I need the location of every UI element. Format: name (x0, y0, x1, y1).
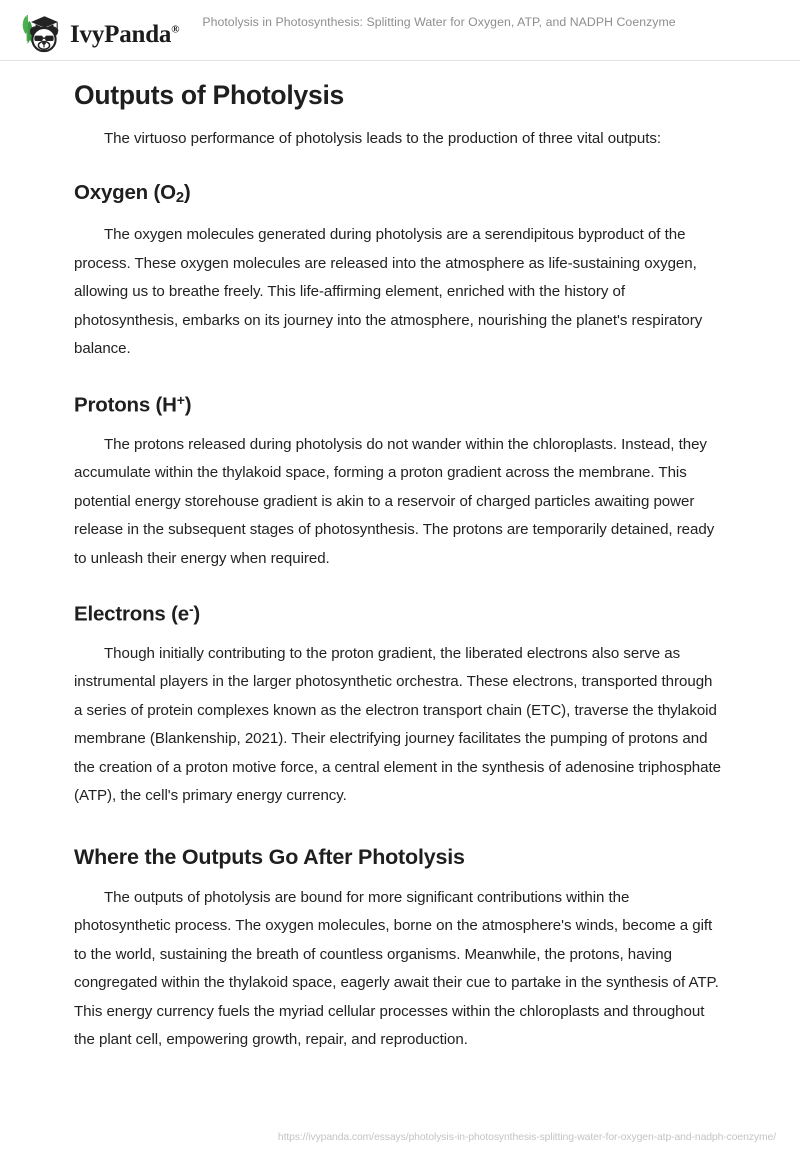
paragraph-where-outputs-go: The outputs of photolysis are bound for more significant contributions within the photosynthetic process. The oxygen molecules, borne on the atmosphere's winds, become a gift to the world, sustaining the breath of countless organisms. Meanwhile, the protons, having congregated within the thylakoid space, eagerly await their cue to partake in the synthesis of ATP. This energy currency fuels the myriad cellular processes within the chloroplasts and throughout the plant cell, empowering growth, repair, and reproduction. (74, 888, 719, 1049)
brand-name-text: IvyPanda (70, 20, 172, 48)
section-heading-where-outputs-go: Where the Outputs Go After Photolysis (74, 844, 465, 869)
oxygen-subscript: 2 (175, 190, 184, 207)
page-header (0, 0, 800, 61)
document-body (0, 61, 800, 1055)
page-footer (0, 1114, 800, 1160)
section-heading-oxygen-tail: ) (183, 181, 191, 205)
paragraph-protons: The protons released during photolysis do not wander within the chloroplasts. Instead, they accumulate within the thylakoid space, forming a proton gradient across the membrane. This potential energy storehouse gradient is akin to a reservoir of charged particles awaiting power release in the subsequent stages of photosynthesis. The protons are temporarily detained, ready to unleash their energy when required. (74, 435, 715, 567)
source-url-link[interactable]: https://ivypanda.com/essays/photolysis-in-photosynthesis-splitting-water-for-oxygen-atp-and-nadph-coenzyme/ (277, 1131, 776, 1143)
paragraph-oxygen: The oxygen molecules generated during photolysis are a serendipitous byproduct of the process. These oxygen molecules are released into the atmosphere as life-sustaining oxygen, allowing us to breathe freely. This life-affirming element, enriched with the history of photosynthesis, embarks on its journey into the atmosphere, nourishing the planet's respiratory balance. (74, 226, 703, 358)
paragraph-electrons: Though initially contributing to the proton gradient, the liberated electrons also serve as instrumental players in the larger photosynthetic orchestra. These electrons, transported through a series of protein complexes known as the electron transport chain (ETC), traverse the thylakoid membrane (Blankenship, 2021). Their electrifying journey facilitates the pumping of protons and the creation of a proton motive force, a central element in the synthesis of adenosine triphosphate (ATP), the cell's primary energy currency. (74, 644, 721, 805)
section-heading-protons-tail: ) (184, 393, 192, 417)
protons-superscript: + (176, 391, 185, 408)
section-heading-electrons-tail: ) (193, 602, 201, 626)
section-heading-protons (74, 392, 724, 418)
running-head-title: Photolysis in Photosynthesis: Splitting Water for Oxygen, ATP, and NADPH Coenzyme (202, 15, 676, 29)
section-heading-electrons (74, 601, 724, 627)
section-heading-electrons-base: Electrons (e (74, 602, 189, 626)
section-heading-oxygen (74, 181, 724, 208)
section-heading-oxygen-base: Oxygen (O (74, 181, 176, 205)
section-heading-protons-base: Protons (H (74, 393, 177, 417)
page-title: Outputs of Photolysis (74, 80, 345, 110)
intro-paragraph: The virtuoso performance of photolysis leads to the production of three vital outputs: (104, 129, 661, 147)
electrons-superscript: - (188, 601, 194, 618)
registered-mark: ® (171, 23, 180, 36)
